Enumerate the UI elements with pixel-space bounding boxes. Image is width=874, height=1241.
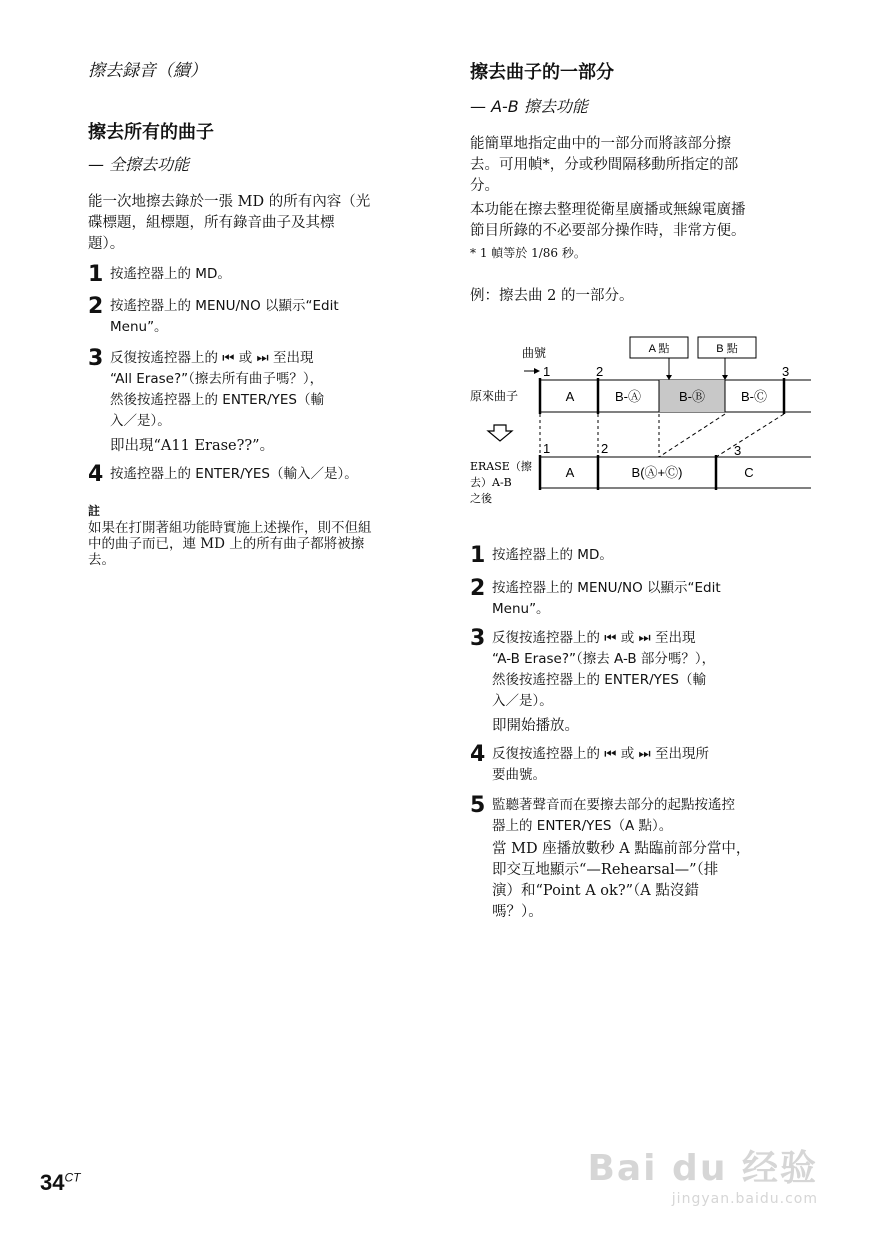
bottom-track-number: 2 (601, 441, 609, 456)
left-step-4 (88, 464, 433, 486)
step-number: 4 (470, 742, 486, 767)
top-track-number: 2 (596, 364, 604, 379)
step-line: 按遙控器上的 MENU/NO 以顯示“Edit (492, 580, 721, 596)
step-line: 要曲號。 (492, 767, 546, 783)
step-result-line: 演）和“Point A ok?”（A 點沒錯 (492, 883, 699, 899)
step-line: 按遙控器上的 MD。 (492, 547, 613, 563)
note-text (88, 520, 433, 568)
step-line: 監聽著聲音而在要擦去部分的起點按遙控 (492, 797, 735, 813)
original-track-label: 原來曲子 (470, 389, 519, 403)
intro-paragraph (88, 192, 433, 255)
intro-line: 題）。 (88, 236, 125, 252)
ab-erase-diagram (466, 333, 811, 513)
continued-title: 擦去録音（續） (88, 61, 207, 81)
intro-line: 分。 (470, 178, 499, 194)
step-result (492, 839, 750, 923)
note-label: 註 (88, 504, 101, 518)
step-line: 然後按遙控器上的 ENTER/YES（輸 (492, 672, 706, 688)
step-line: 然後按遙控器上的 ENTER/YES（輸 (110, 392, 324, 408)
step-number: 3 (88, 346, 104, 371)
bottom-track-number: 1 (543, 441, 551, 456)
top-track-number: 3 (782, 364, 790, 379)
step-result-line: 嗎？）。 (492, 904, 543, 920)
erase-label-line: ERASE（擦 (470, 460, 532, 473)
step-line: 反復按遙控器上的 ⏮ 或 ⏭ 至出現所 (492, 746, 709, 762)
step-result: 即出現“A11 Erase??”。 (110, 438, 275, 454)
page-number (40, 1170, 80, 1196)
step-number: 1 (470, 543, 486, 568)
right-intro-paragraph (470, 134, 815, 197)
step-number: 5 (470, 793, 486, 818)
step-number: 2 (88, 294, 104, 319)
track-number-label: 曲號 (522, 346, 547, 360)
right-step-1 (470, 545, 815, 567)
erase-label-line: 去）A-B (470, 476, 512, 489)
top-segment: B-Ⓑ (678, 389, 706, 404)
step-line: 反復按遙控器上的 ⏮ 或 ⏭ 至出現 (492, 630, 696, 646)
left-step-1 (88, 264, 433, 286)
erase-label-line: 之後 (470, 492, 492, 505)
step-number: 4 (88, 462, 104, 487)
bottom-segment: B(Ⓐ+Ⓒ) (631, 465, 683, 480)
step-result-line: 當 MD 座播放數秒 A 點臨前部分當中， (492, 841, 751, 857)
step-result: 即開始播放。 (492, 718, 579, 734)
step-line: 反復按遙控器上的 ⏮ 或 ⏭ 至出現 (110, 350, 314, 366)
intro-line: 本功能在擦去整理從衛星廣播或無線電廣播 (470, 202, 746, 218)
footnote: * 1 幀等於 1/86 秒。 (470, 246, 586, 260)
step-line: 入／是）。 (492, 693, 553, 709)
subtitle-all-erase: — 全擦去功能 (88, 155, 190, 174)
step-line: 按遙控器上的 MENU/NO 以顯示“Edit (110, 298, 339, 314)
bottom-segment: A (565, 465, 575, 480)
right-step-2 (470, 578, 815, 620)
step-result-line: 即交互地顯示“—Rehearsal—”（排 (492, 862, 719, 878)
note-line: 如果在打開著組功能時實施上述操作，則不但組 (88, 520, 372, 536)
step-number: 1 (88, 262, 104, 287)
point-a-label: A 點 (648, 343, 670, 355)
intro-line: 能簡單地指定曲中的一部分而將該部分擦 (470, 136, 731, 152)
top-segment: A (565, 389, 575, 404)
step-line: Menu”。 (492, 601, 550, 617)
right-step-5 (470, 795, 815, 923)
example-text: 例：擦去曲 2 的一部分。 (470, 288, 634, 304)
section-title-erase-part: 擦去曲子的一部分 (470, 62, 614, 83)
intro-line: 去。可用幀*，分或秒間隔移動所指定的部 (470, 157, 739, 173)
right-step-3 (470, 628, 815, 737)
step-line: “A-B Erase?”（擦去 A-B 部分嗎？）， (492, 651, 716, 667)
step-line: “All Erase?”（擦去所有曲子嗎？）， (110, 371, 324, 387)
top-segment: B-Ⓒ (740, 389, 768, 404)
baidu-watermark (587, 1140, 818, 1207)
intro-line: 能一次地擦去錄於一張 MD 的所有內容（光 (88, 194, 371, 210)
page-number-value: 34 (40, 1170, 65, 1195)
point-a-arrowhead (666, 375, 672, 380)
intro-line: 節目所錄的不必要部分操作時，非常方便。 (470, 223, 746, 239)
left-step-3 (88, 348, 433, 457)
intro-line: 碟標題，組標題，所有錄音曲子及其標 (88, 215, 335, 231)
point-b-label: B 點 (716, 343, 738, 355)
down-arrow-icon (488, 425, 512, 441)
point-b-arrowhead (722, 375, 728, 380)
right-intro-paragraph-2 (470, 200, 815, 242)
watermark-logo: Bai du 经验 (587, 1148, 818, 1189)
step-line: Menu”。 (110, 319, 168, 335)
step-number: 2 (470, 576, 486, 601)
top-segment: B-Ⓐ (614, 389, 642, 404)
note-line: 中的曲子而已，連 MD 上的所有曲子都將被擦 (88, 536, 365, 552)
subtitle-ab-erase: — A-B 擦去功能 (470, 97, 588, 116)
section-title-erase-all: 擦去所有的曲子 (88, 122, 214, 143)
step-line: 按遙控器上的 ENTER/YES（輸入／是）。 (110, 466, 358, 482)
step-line: 按遙控器上的 MD。 (110, 266, 231, 282)
bottom-track-number: 3 (734, 443, 742, 458)
page-number-suffix: CT (64, 1170, 81, 1185)
watermark-url: jingyan.baidu.com (671, 1191, 818, 1207)
step-number: 3 (470, 626, 486, 651)
step-line: 器上的 ENTER/YES（A 點）。 (492, 818, 673, 834)
top-track-number: 1 (543, 364, 551, 379)
bottom-segment: C (744, 465, 754, 480)
right-step-4 (470, 744, 815, 786)
left-step-2 (88, 296, 433, 338)
step-line: 入／是）。 (110, 413, 171, 429)
track-arrowhead (534, 368, 540, 374)
note-line: 去。 (88, 552, 115, 568)
